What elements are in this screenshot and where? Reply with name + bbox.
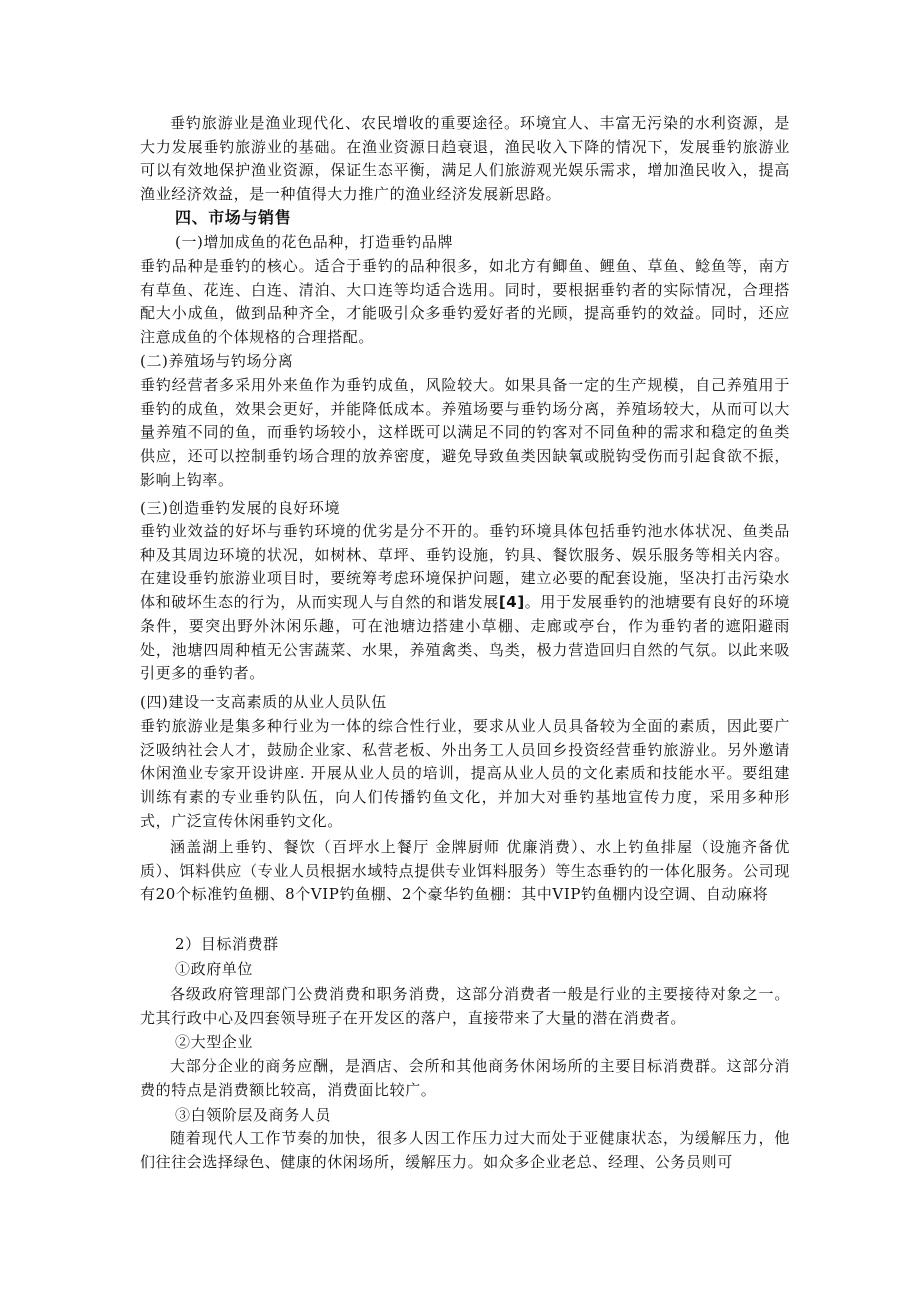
target-enterprise-body: 大部分企业的商务应酬，是酒店、会所和其他商务休闲场所的主要目标消费群。这部分消费的特点是消费额比较高，消费面比较广。 bbox=[140, 1057, 790, 1099]
citation-reference: [4] bbox=[498, 593, 525, 612]
target-consumers-title: 2）目标消费群 bbox=[175, 935, 279, 953]
subsection-body-3-part-b: 。用于发展垂钓的池塘要有良好的环境条件，要突出野外沐闲乐趣，可在池塘边搭建小草棚、走廊或亭台，作为垂钓者的遮阳避雨处，池塘四周种植无公害蔬菜、水果，养殖禽类、鸟类，极力营造回归自然的气氛。以此来吸引更多的垂钓者。 bbox=[140, 593, 790, 683]
subsection-title-3: (三)创造垂钓发展的良好环境 bbox=[140, 499, 341, 517]
target-government-title: ①政府单位 bbox=[175, 960, 254, 978]
subsection-title-4: (四)建设一支高素质的从业人员队伍 bbox=[140, 693, 387, 711]
subsection-body-3-part-a: 垂钓业效益的好坏与垂钓环境的优劣是分不开的。垂钓环境具体包括垂钓池水体状况、鱼类品种及其周边环境的状况，如树林、草坪、垂钓设施，钓具、餐饮服务、娱乐服务等相关内容。在建设垂钓旅游业项目时，要统筹考虑环境保护问题，建立必要的配套设施，坚决打击污染水体和破坏生态的行为，从而实现人与自然的和谐发展 bbox=[140, 522, 790, 612]
subsection-title-1: (一)增加成鱼的花色品种，打造垂钓品牌 bbox=[175, 233, 454, 251]
services-paragraph: 涵盖湖上垂钓、餐饮（百坪水上餐厅 金牌厨师 优廉消费）、水上钓鱼排屋（设施齐备优质）、饵料供应（专业人员根据水域特点提供专业饵料服务）等生态垂钓的一体化服务。公司现有20个标准钓鱼棚、8个VIP钓鱼棚、2个豪华钓鱼棚：其中VIP钓鱼棚内设空调、自动麻将 bbox=[140, 838, 790, 904]
target-government-body: 各级政府管理部门公费消费和职务消费，这部分消费者一般是行业的主要接待对象之一。尤其行政中心及四套领导班子在开发区的落户，直接带来了大量的潜在消费者。 bbox=[140, 985, 790, 1027]
intro-paragraph: 垂钓旅游业是渔业现代化、农民增收的重要途径。环境宜人、丰富无污染的水利资源，是大力发展垂钓旅游业的基础。在渔业资源日趋衰退，渔民收入下降的情况下，发展垂钓旅游业可以有效地保护渔业资源，保证生态平衡，满足人们旅游观光娱乐需求，增加渔民收入，提高渔业经济效益，是一种值得大力推广的渔业经济发展新思路。 bbox=[140, 114, 790, 204]
section-heading: 四、市场与销售 bbox=[175, 208, 292, 227]
target-enterprise-title: ②大型企业 bbox=[175, 1033, 254, 1051]
target-whitecollar-body: 随着现代人工作节奏的加快，很多人因工作压力过大而处于亚健康状态，为缓解压力，他们往往会选择绿色、健康的休闲场所，缓解压力。如众多企业老总、经理、公务员则可 bbox=[140, 1129, 790, 1171]
subsection-title-2: (二)养殖场与钓场分离 bbox=[140, 352, 294, 370]
subsection-body-1: 垂钓品种是垂钓的核心。适合于垂钓的品种很多，如北方有鲫鱼、鲤鱼、草鱼、鲶鱼等，南方有草鱼、花连、白连、清泊、大口连等均适合选用。同时，要根据垂钓者的实际情况，合理搭配大小成鱼，做到品种齐全，才能吸引众多垂钓爱好者的光顾，提高垂钓的效益。同时，还应注意成鱼的个体规格的合理搭配。 bbox=[140, 257, 790, 347]
target-whitecollar-title: ③白领阶层及商务人员 bbox=[175, 1106, 332, 1124]
subsection-body-3 bbox=[140, 520, 790, 686]
subsection-body-4: 垂钓旅游业是集多种行业为一体的综合性行业，要求从业人员具备较为全面的素质，因此要广泛吸纳社会人才，鼓励企业家、私营老板、外出务工人员回乡投资经营垂钓旅游业。另外邀请休闲渔业专家开设讲座. 开展从业人员的培训，提高从业人员的文化素质和技能水平。要组建训练有素的专业垂钓队伍，向人们传播钓鱼文化，并加大对垂钓基地宣传力度，采用多种形式，广泛宣传休闲垂钓文化。 bbox=[140, 717, 790, 830]
subsection-body-2: 垂钓经营者多采用外来鱼作为垂钓成鱼，风险较大。如果具备一定的生产规模，自己养殖用于垂钓的成鱼，效果会更好，并能降低成本。养殖场要与垂钓场分离，养殖场较大，从而可以大量养殖不同的鱼，而垂钓场较小，这样既可以满足不同的钓客对不同鱼种的需求和稳定的鱼类供应，还可以控制垂钓场合理的放养密度，避免导致鱼类因缺氧或脱钩受伤而引起食欲不振，影响上钩率。 bbox=[140, 376, 790, 489]
